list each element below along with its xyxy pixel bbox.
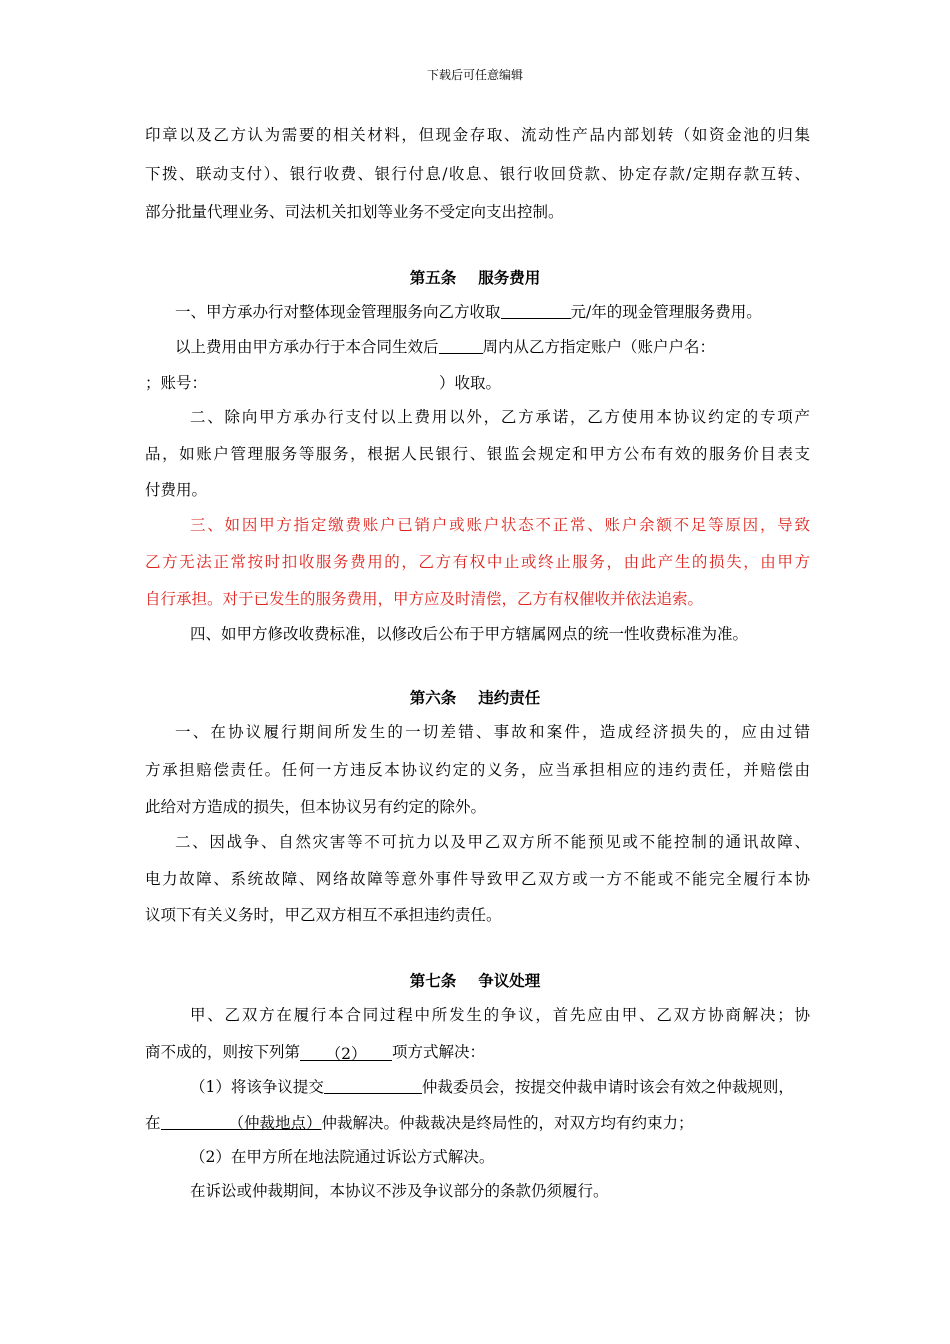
weeks-blank: [439, 337, 483, 354]
arbitration-place-label: （仲裁地点）: [228, 1114, 322, 1132]
intro-line-3: 部分批量代理业务、司法机关扣划等业务不受定向支出控制。: [145, 203, 564, 221]
article-6-title: [0, 688, 950, 708]
art6-clause2-line3: 议项下有关义务时，甲乙双方相互不承担违约责任。: [145, 906, 502, 924]
article-6-number: 第六条: [409, 688, 457, 707]
art6-clause1-line3: 此给对方造成的损失，但本协议另有约定的除外。: [145, 798, 487, 816]
article-6-name: 违约责任: [478, 688, 541, 707]
art5-clause2-line1: 二、除向甲方承办行支付以上费用以外，乙方承诺，乙方使用本协议约定的专项产: [190, 408, 810, 426]
resolution-method-text-end: 项方式解决：: [392, 1043, 486, 1061]
art5-payment-text: 以上费用由甲方承办行于本合同生效后: [175, 338, 439, 356]
page-header: 下载后可任意编辑: [426, 68, 523, 82]
article-5-name: 服务费用: [478, 268, 541, 287]
art7-final: 在诉讼或仲裁期间，本协议不涉及争议部分的条款仍须履行。: [190, 1182, 609, 1200]
fee-amount-blank: [501, 302, 571, 319]
art7-line2: [145, 1042, 810, 1062]
article-7-number: 第七条: [409, 971, 457, 990]
intro-line-2: 下拨、联动支付）、银行收费、银行付息/收息、银行收回贷款、协定存款/定期存款互转、: [145, 165, 810, 183]
arbitration-place-blank: [161, 1113, 229, 1130]
art5-account-line: [145, 373, 810, 393]
art5-clause2-line2: 品，如账户管理服务等服务，根据人民银行、银监会规定和甲方公布有效的服务价目表支: [145, 445, 810, 463]
art5-clause1-text-end: 元/年的现金管理服务费用。: [570, 303, 762, 321]
art5-clause1: [175, 302, 810, 322]
arbitration-commission-blank: [324, 1077, 422, 1094]
art5-clause2-line3: 付费用。: [145, 481, 208, 499]
option1-place-prefix: 在: [145, 1114, 161, 1132]
article-5-title: [0, 268, 950, 288]
article-7-name: 争议处理: [478, 971, 541, 990]
article-7-title: [0, 971, 950, 991]
art7-option1-line1: [190, 1077, 810, 1097]
option1-place-text-end: 仲裁解决。仲裁裁决是终局性的，对双方均有约束力；: [321, 1114, 694, 1132]
resolution-choice-blank: （2）: [300, 1044, 392, 1061]
art7-line1: 甲、乙双方在履行本合同过程中所发生的争议，首先应由甲、乙双方协商解决；协: [190, 1006, 810, 1024]
art6-clause1-line2: 方承担赔偿责任。任何一方违反本协议约定的义务，应当承担相应的违约责任，并赔偿由: [145, 761, 810, 779]
option1-text-end: 仲裁委员会，按提交仲裁申请时该会有效之仲裁规则，: [421, 1078, 794, 1096]
art5-clause3-line3: 自行承担。对于已发生的服务费用，甲方应及时清偿，乙方有权催收并依法追索。: [145, 590, 704, 608]
art5-clause3-line1: 三、如因甲方指定缴费账户已销户或账户状态不正常、账户余额不足等原因，导致: [190, 516, 810, 534]
art5-clause1-payment: [175, 337, 810, 357]
art5-clause4: 四、如甲方修改收费标准，以修改后公布于甲方辖属网点的统一性收费标准为准。: [190, 625, 749, 643]
art6-clause2-line2: 电力故障、系统故障、网络故障等意外事件导致甲乙双方或一方不能或不能完全履行本协: [145, 870, 810, 888]
art6-clause1-line1: 一、在协议履行期间所发生的一切差错、事故和案件，造成经济损失的，应由过错: [175, 723, 810, 741]
resolution-method-text: 商不成的，则按下列第: [145, 1043, 301, 1061]
art5-clause3-line2: 乙方无法正常按时扣收服务费用的，乙方有权中止或终止服务，由此产生的损失，由甲方: [145, 553, 810, 571]
art5-payment-text-end: 周内从乙方指定账户（账户户名：: [482, 338, 716, 356]
account-line-end: ）收取。: [439, 374, 502, 392]
account-label: ；账号：: [145, 374, 208, 392]
article-5-number: 第五条: [409, 268, 457, 287]
art7-option1-line2: [145, 1113, 810, 1133]
art7-option2: （2）在甲方所在地法院通过诉讼方式解决。: [190, 1148, 495, 1166]
option1-text: （1）将该争议提交: [190, 1078, 324, 1096]
art5-clause1-text: 一、甲方承办行对整体现金管理服务向乙方收取: [175, 303, 501, 321]
art6-clause2-line1: 二、因战争、自然灾害等不可抗力以及甲乙双方所不能预见或不能控制的通讯故障、: [175, 833, 810, 851]
intro-line-1: 印章以及乙方认为需要的相关材料，但现金存取、流动性产品内部划转（如资金池的归集: [145, 126, 810, 144]
